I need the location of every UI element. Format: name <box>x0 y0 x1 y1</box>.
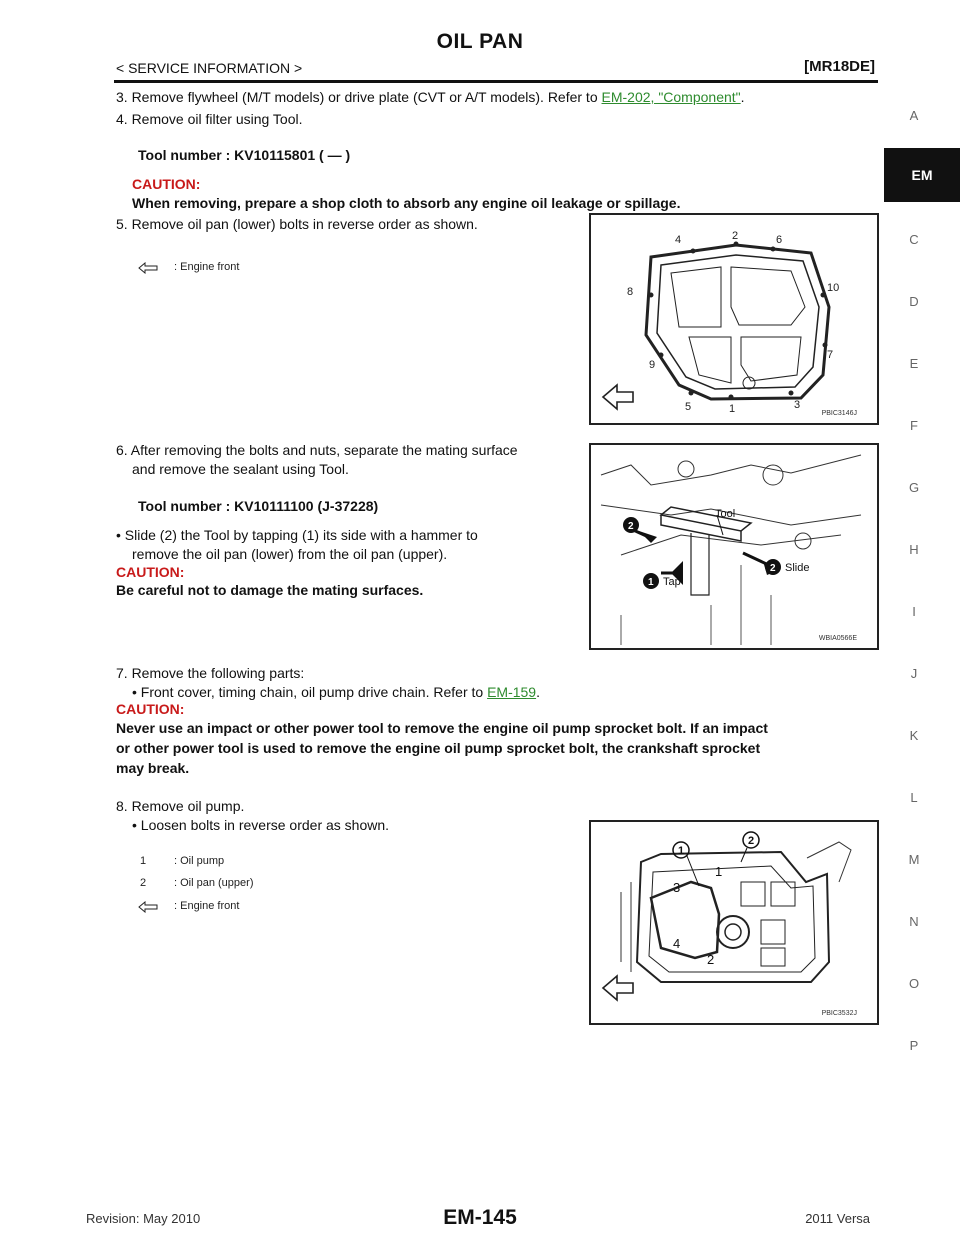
index-letter-m[interactable]: M <box>908 852 920 867</box>
legend-engine-front-1: : Engine front <box>174 261 240 273</box>
page-number: EM-145 <box>443 1206 517 1229</box>
caution-text-3b: or other power tool is used to remove the engine oil pump sprocket bolt, the crankshaft sprocket <box>116 740 761 756</box>
step-4-text: 4. Remove oil filter using Tool. <box>116 111 303 127</box>
caution-label-1: CAUTION: <box>132 176 201 192</box>
bolt-label: 1 <box>715 864 723 879</box>
index-letter-a[interactable]: A <box>909 108 919 123</box>
tool-number-1: Tool number : KV10115801 ( — ) <box>138 147 351 163</box>
bolt-label: 10 <box>827 282 840 294</box>
callout-2: 2 <box>748 835 755 847</box>
caution-text-1: When removing, prepare a shop cloth to absorb any engine oil leakage or spillage. <box>132 195 681 211</box>
engine-front-arrow-icon <box>138 900 158 912</box>
step-3-tail: . <box>740 89 745 105</box>
index-letter-o[interactable]: O <box>908 976 920 991</box>
figure-oil-pump <box>589 820 879 1025</box>
bolt-label: 8 <box>627 286 634 298</box>
vehicle-model: 2011 Versa <box>805 1211 870 1226</box>
bolt-label: 1 <box>729 403 736 415</box>
legend-oil-pan-upper: : Oil pan (upper) <box>174 877 254 889</box>
step-6-text-1: 6. After removing the bolts and nuts, separate the mating surface <box>116 442 518 458</box>
bolt-label: 2 <box>732 230 739 242</box>
caution-label-3: CAUTION: <box>116 701 185 717</box>
figure-code: PBIC3532J <box>821 1010 857 1017</box>
header-rule <box>114 80 878 83</box>
bolt-label: 9 <box>649 359 656 371</box>
pan-separation-drawing <box>591 445 877 648</box>
step-3-text: 3. Remove flywheel (M/T models) or drive plate (CVT or A/T models). Refer to <box>116 89 602 105</box>
tool-label: Tool <box>715 508 736 520</box>
figure-oil-pan-lower <box>589 213 879 425</box>
model-code: [MR18DE] <box>804 58 875 75</box>
index-letter-p[interactable]: P <box>909 1038 919 1053</box>
bolt-label: 3 <box>673 880 681 895</box>
bolt-label: 7 <box>827 349 834 361</box>
step-7-tail: . <box>536 684 540 700</box>
step-7-bullet <box>132 683 540 702</box>
engine-front-arrow-icon <box>138 261 158 273</box>
step-6-bullet-1: • Slide (2) the Tool by tapping (1) its side with a hammer to <box>116 527 478 543</box>
step-7-text: 7. Remove the following parts: <box>116 665 305 681</box>
step-3 <box>116 88 745 107</box>
figure-pan-separation <box>589 443 879 650</box>
index-letter-l[interactable]: L <box>910 790 918 805</box>
index-letter-n[interactable]: N <box>909 914 919 929</box>
engine-front-arrow-icon <box>603 976 633 1000</box>
caution-text-2: Be careful not to damage the mating surfaces. <box>116 582 424 598</box>
index-letter-d[interactable]: D <box>909 294 919 309</box>
callout-1: 1 <box>648 577 654 588</box>
caution-text-3c: may break. <box>116 760 190 776</box>
step-8-bullet: • Loosen bolts in reverse order as shown. <box>132 817 390 833</box>
engine-front-arrow-icon <box>603 385 633 409</box>
index-letter-j[interactable]: J <box>910 666 918 681</box>
legend-key-2: 2 <box>140 877 147 889</box>
legend-key-1: 1 <box>140 855 147 867</box>
section-label: < SERVICE INFORMATION > <box>116 60 303 76</box>
index-tab-em[interactable]: EM <box>884 148 960 202</box>
index-letter-g[interactable]: G <box>908 480 920 495</box>
legend-engine-front-2: : Engine front <box>174 900 240 912</box>
caution-label-2: CAUTION: <box>116 564 185 580</box>
figure-code: PBIC3146J <box>821 410 857 417</box>
oil-pump-drawing <box>591 822 877 1023</box>
index-letter-c[interactable]: C <box>909 232 919 247</box>
step-6-bullet-2: remove the oil pan (lower) from the oil pan (upper). <box>132 546 448 562</box>
caution-text-3a: Never use an impact or other power tool to remove the engine oil pump sprocket bolt. If an impact <box>116 720 768 736</box>
callout-1: 1 <box>678 845 685 857</box>
tap-label: Tap <box>663 576 681 588</box>
bolt-label: 4 <box>673 936 681 951</box>
index-letter-k[interactable]: K <box>909 728 919 743</box>
bolt-label: 4 <box>675 234 682 246</box>
index-letter-h[interactable]: H <box>909 542 919 557</box>
slide-label: Slide <box>785 562 810 574</box>
revision-date: Revision: May 2010 <box>86 1211 201 1226</box>
index-letter-f[interactable]: F <box>910 418 918 433</box>
step-7-bullet-text: • Front cover, timing chain, oil pump drive chain. Refer to <box>132 684 488 700</box>
legend-oil-pump: : Oil pump <box>174 855 225 867</box>
callout-2: 2 <box>628 521 634 532</box>
index-letter-i[interactable]: I <box>912 604 916 619</box>
link-em-202[interactable]: EM-202, "Component" <box>601 89 741 105</box>
step-8-text: 8. Remove oil pump. <box>116 798 245 814</box>
figure-code: WBIA0566E <box>818 635 857 642</box>
oil-pan-lower-drawing <box>591 215 877 423</box>
step-6-text-2: and remove the sealant using Tool. <box>132 461 349 477</box>
page-title: OIL PAN <box>436 30 524 53</box>
bolt-label: 6 <box>776 234 783 246</box>
tool-number-2: Tool number : KV10111100 (J-37228) <box>138 498 379 514</box>
link-em-159[interactable]: EM-159 <box>487 684 537 700</box>
callout-2: 2 <box>770 563 776 574</box>
bolt-label: 5 <box>685 401 692 413</box>
index-letter-e[interactable]: E <box>909 356 919 371</box>
step-5-text: 5. Remove oil pan (lower) bolts in reverse order as shown. <box>116 216 478 232</box>
bolt-label: 3 <box>794 399 801 411</box>
bolt-label: 2 <box>707 952 715 967</box>
